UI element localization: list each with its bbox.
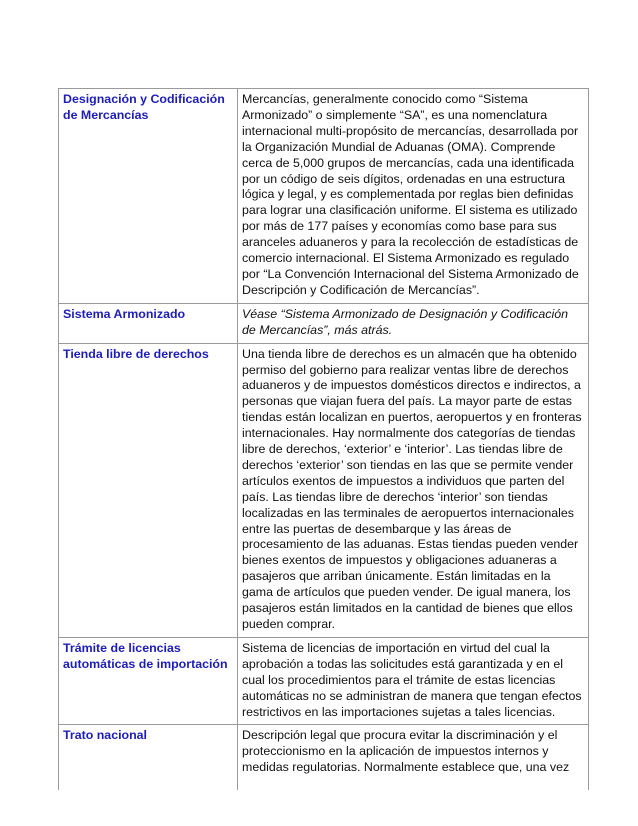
glossary-row <box>59 89 589 304</box>
glossary-definition: Descripción legal que procura evitar la discriminación y el proteccionismo en la aplicación de impuestos internos y medidas regulatorias. Normalmente establece que, una vez <box>238 725 589 791</box>
glossary-definition: Una tienda libre de derechos es un almacén que ha obtenido permiso del gobierno para realizar ventas libre de derechos aduaneros y de impuestos domésticos directos e indirectos, a personas que viajan fuera del país. La mayor parte de estas tiendas están localizan en puertos, aeropuertos y en fronteras internacionales. Hay normalmente dos categorías de tiendas libre de derechos, ‘exterior’ e ‘interior’. Las tiendas libre de derechos ‘exterior’ son tiendas en las que se permite vender artículos exentos de impuestos a individuos que parten del país. Las tiendas libre de derechos ‘interior’ son tiendas localizadas en las terminales de aeropuertos internacionales entre las puertas de desembarque y las áreas de procesamiento de las aduanas. Estas tiendas pueden vender bienes exentos de impuestos y obligaciones aduaneras a pasajeros que arriban únicamente. Están limitadas en la gama de artículos que pueden vender. De igual manera, los pasajeros están limitados en la cantidad de bienes que ellos pueden comprar. <box>238 343 589 637</box>
glossary-row <box>59 725 589 791</box>
glossary-term: Trámite de licencias automáticas de importación <box>59 637 238 725</box>
glossary-row <box>59 637 589 725</box>
glossary-definition: Sistema de licencias de importación en virtud del cual la aprobación a todas las solicitudes está garantizada y en el cual los procedimientos para el trámite de estas licencias automáticas no se administran de manera que tengan efectos restrictivos en las importaciones sujetas a tales licencias. <box>238 637 589 725</box>
glossary-term: Tienda libre de derechos <box>59 343 238 637</box>
glossary-definition: Véase “Sistema Armonizado de Designación y Codificación de Mercancías”, más atrás. <box>238 303 589 343</box>
glossary-term: Trato nacional <box>59 725 238 791</box>
glossary-term: Sistema Armonizado <box>59 303 238 343</box>
glossary-table <box>58 88 589 790</box>
glossary-row <box>59 343 589 637</box>
glossary-term: Designación y Codificación de Mercancías <box>59 89 238 304</box>
glossary-row <box>59 303 589 343</box>
glossary-definition: Mercancías, generalmente conocido como “Sistema Armonizado” o simplemente “SA”, es una nomenclatura internacional multi-propósito de mercancías, desarrollada por la Organización Mundial de Aduanas (OMA). Comprende cerca de 5,000 grupos de mercancías, cada una identificada por un código de seis dígitos, ordenadas en una estructura lógica y legal, y es complementada por reglas bien definidas para lograr una clasificación uniforme. El sistema es utilizado por más de 177 países y economías como base para sus aranceles aduaneros y para la recolección de estadísticas de comercio internacional. El Sistema Armonizado es regulado por “La Convención Internacional del Sistema Armonizado de Descripción y Codificación de Mercancías”. <box>238 89 589 304</box>
